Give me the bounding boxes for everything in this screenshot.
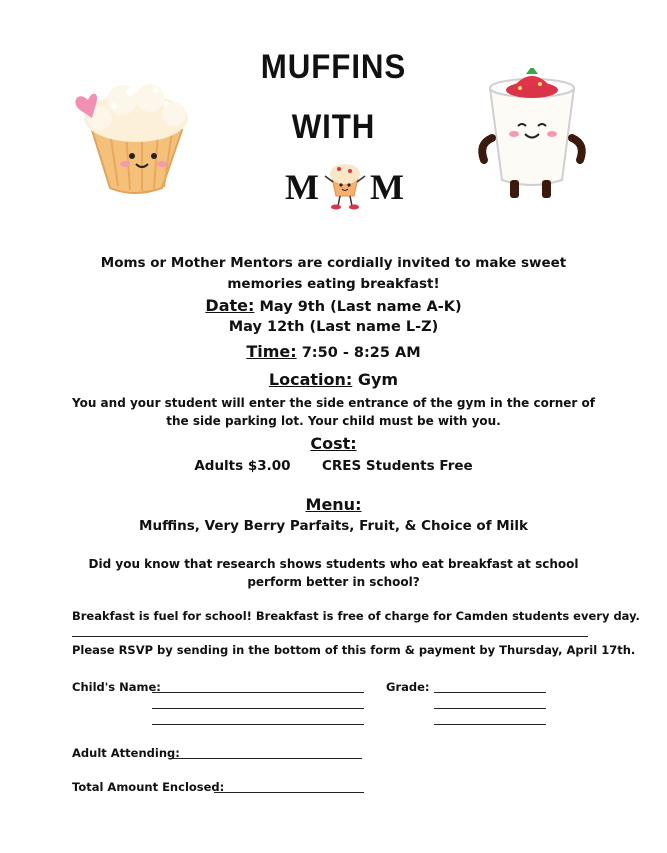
breakfast-fuel-note: Breakfast is fuel for school! Breakfast is free of charge for Camden students every day. [72,609,640,623]
cost-label-text: Cost: [310,434,357,453]
menu-label-text: Menu: [305,495,362,514]
date-line [40,296,627,315]
title-line-3 [282,160,412,212]
title-line-1: MUFFINS [260,48,407,86]
time-label: Time: [246,342,297,361]
menu-label [40,495,627,514]
location-value: Gym [357,370,399,389]
location-line [40,370,627,389]
title-line-2: WITH [291,108,376,146]
grade-field-1[interactable] [434,692,546,693]
rsvp-note: Please RSVP by sending in the bottom of this form & payment by Thursday, April 17th. [72,643,636,657]
title-m-right: M [370,167,404,207]
location-label: Location: [268,370,353,389]
child-name-field-1[interactable] [152,692,364,693]
total-amount-label: Total Amount Enclosed: [72,780,225,794]
invitation-text: Moms or Mother Mentors are cordially invited to make sweet memories eating breakfast! [100,255,567,292]
muffin-mascot-icon [322,160,368,210]
child-name-label: Child's Name: [72,680,161,694]
grade-field-3[interactable] [434,724,546,725]
child-name-field-2[interactable] [152,708,364,709]
time-value: 7:50 - 8:25 AM [301,345,421,361]
cost-label [40,434,627,453]
title-m-left: M [285,167,319,207]
research-note: Did you know that research shows students who eat breakfast at school perform better in school? [88,557,579,589]
time-line [40,342,627,361]
cost-values [40,458,627,474]
cost-students: CRES Students Free [321,458,473,474]
child-name-field-3[interactable] [152,724,364,725]
location-note: You and your student will enter the side entrance of the gym in the corner of the side parking lot. Your child must be with you. [72,396,595,428]
menu-items: Muffins, Very Berry Parfaits, Fruit, & Choice of Milk [139,518,528,534]
grade-label: Grade: [386,680,430,694]
cut-line [72,636,588,637]
date-value-1: May 9th (Last name A-K) [259,299,462,315]
adult-attending-field[interactable] [170,758,362,759]
total-amount-field[interactable] [214,792,364,793]
date-line-2: May 12th (Last name L-Z) [228,319,439,335]
cost-adults: Adults $3.00 [194,458,291,474]
grade-field-2[interactable] [434,708,546,709]
adult-attending-label: Adult Attending: [72,746,180,760]
date-label: Date: [205,296,255,315]
